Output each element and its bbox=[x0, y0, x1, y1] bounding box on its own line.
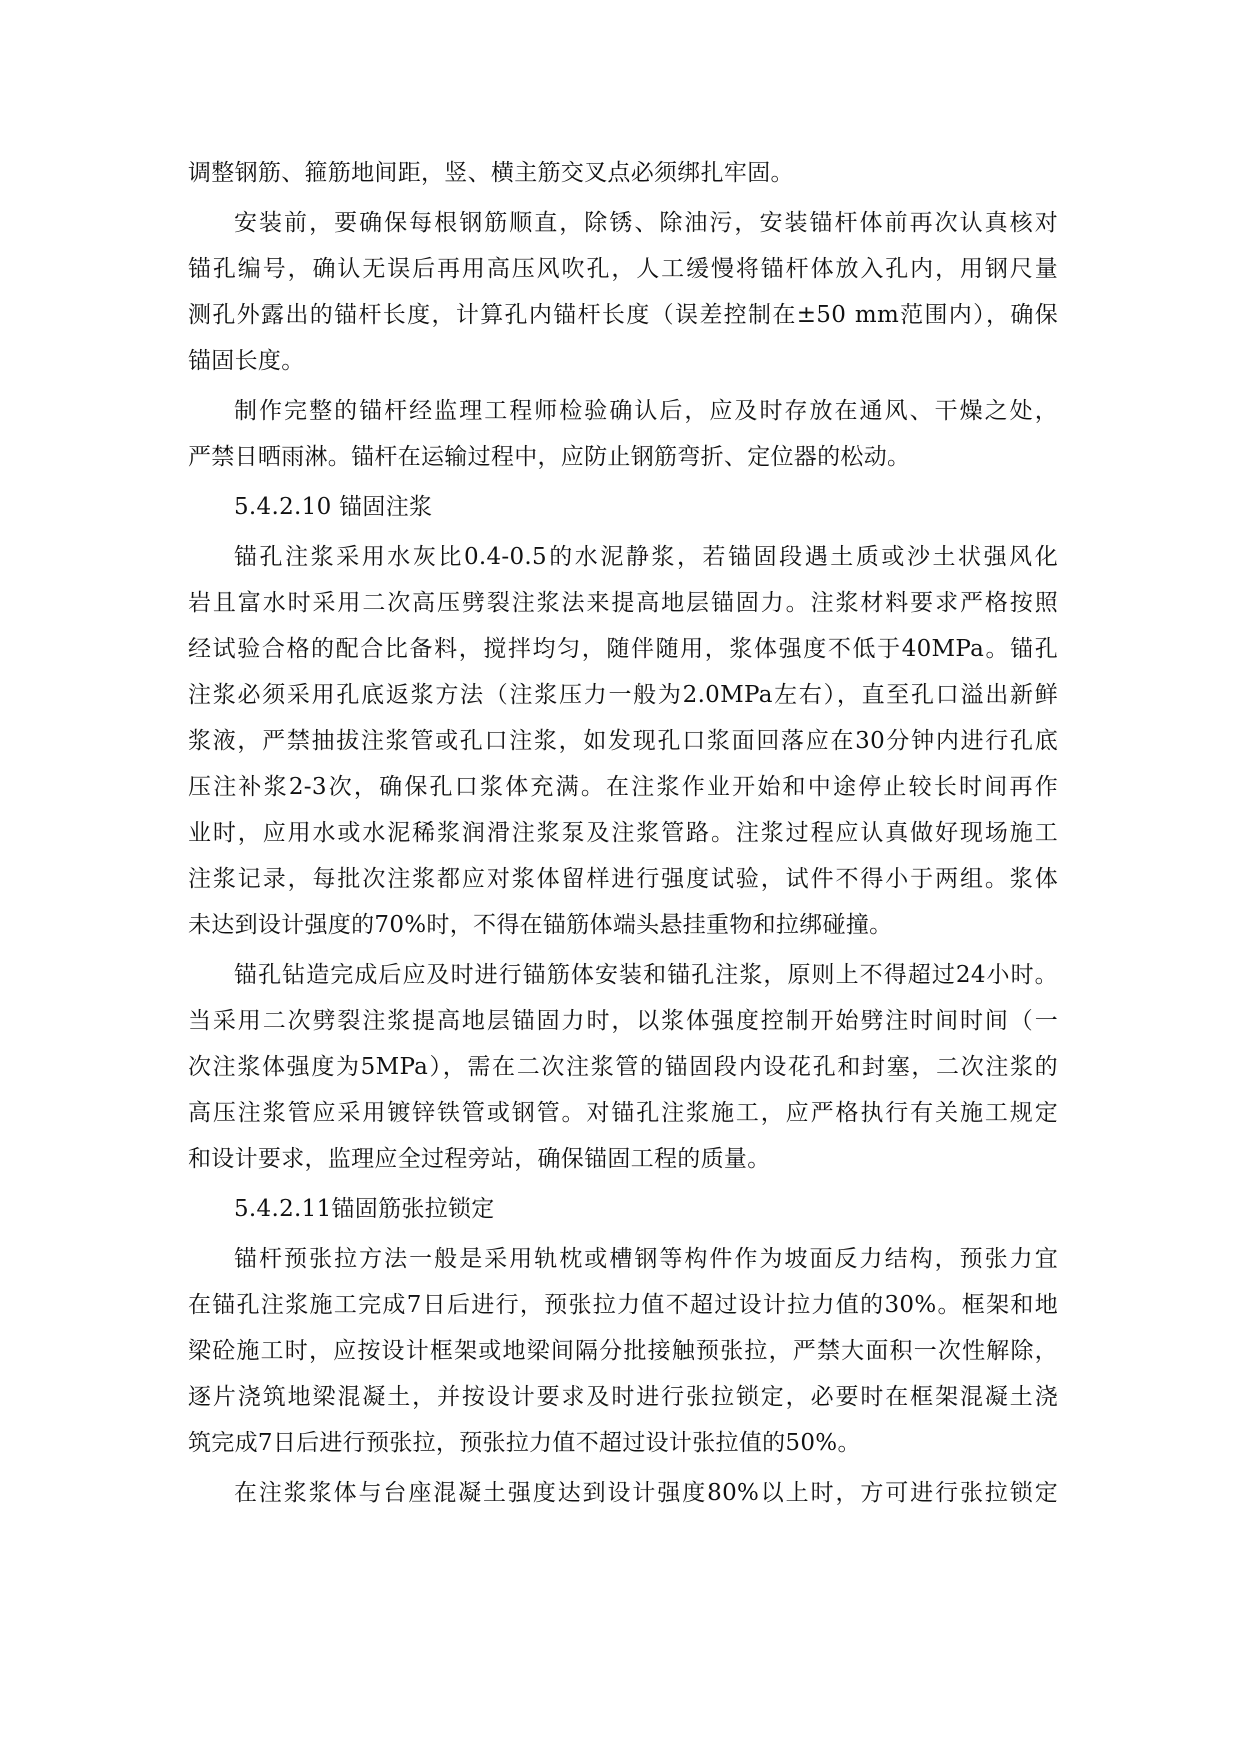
paragraph bbox=[188, 200, 1058, 384]
text-line: 严禁日晒雨淋。锚杆在运输过程中，应防止钢筋弯折、定位器的松动。 bbox=[188, 444, 911, 470]
text-line: 业时，应用水或水泥稀浆润滑注浆泵及注浆管路。注浆过程应认真做好现场施工 bbox=[188, 820, 1058, 846]
text-line: 在注浆浆体与台座混凝土强度达到设计强度80%以上时，方可进行张拉锁定 bbox=[234, 1480, 1058, 1506]
text-line: 锚固长度。 bbox=[188, 348, 305, 374]
text-line: 锚孔编号，确认无误后再用高压风吹孔，人工缓慢将锚杆体放入孔内，用钢尺量 bbox=[188, 256, 1058, 282]
text-line: 注浆必须采用孔底返浆方法（注浆压力一般为2.0MPa左右），直至孔口溢出新鲜 bbox=[188, 682, 1058, 708]
text-line: 测孔外露出的锚杆长度，计算孔内锚杆长度（误差控制在±50 mm范围内），确保 bbox=[188, 302, 1058, 328]
paragraph bbox=[188, 1236, 1058, 1466]
text-line: 浆液，严禁抽拔注浆管或孔口注浆，如发现孔口浆面回落应在30分钟内进行孔底 bbox=[188, 728, 1058, 754]
text-line: 经试验合格的配合比备料，搅拌均匀，随伴随用，浆体强度不低于40MPa。锚孔 bbox=[188, 636, 1058, 662]
text-line: 逐片浇筑地梁混凝土，并按设计要求及时进行张拉锁定，必要时在框架混凝土浇 bbox=[188, 1384, 1058, 1410]
text-line: 当采用二次劈裂注浆提高地层锚固力时，以浆体强度控制开始劈注时间时间（一 bbox=[188, 1008, 1058, 1034]
text-line: 梁砼施工时，应按设计框架或地梁间隔分批接触预张拉，严禁大面积一次性解除， bbox=[188, 1338, 1058, 1364]
text-line: 压注补浆2-3次，确保孔口浆体充满。在注浆作业开始和中途停止较长时间再作 bbox=[188, 774, 1058, 800]
text-line: 调整钢筋、箍筋地间距，竖、横主筋交叉点必须绑扎牢固。 bbox=[188, 160, 794, 186]
text-line: 次注浆体强度为5MPa），需在二次注浆管的锚固段内设花孔和封塞，二次注浆的 bbox=[188, 1054, 1058, 1080]
text-line: 高压注浆管应采用镀锌铁管或钢管。对锚孔注浆施工，应严格执行有关施工规定 bbox=[188, 1100, 1058, 1126]
text-line: 锚孔钻造完成后应及时进行锚筋体安装和锚孔注浆，原则上不得超过24小时。 bbox=[234, 962, 1058, 988]
text-line: 安装前，要确保每根钢筋顺直，除锈、除油污，安装锚杆体前再次认真核对 bbox=[234, 210, 1058, 236]
paragraph bbox=[188, 534, 1058, 948]
section-heading-text: 5.4.2.11锚固筋张拉锁定 bbox=[234, 1196, 495, 1222]
section-heading bbox=[188, 1186, 1058, 1232]
paragraph bbox=[188, 150, 1058, 196]
text-line: 筑完成7日后进行预张拉，预张拉力值不超过设计张拉值的50%。 bbox=[188, 1430, 861, 1456]
text-line: 锚杆预张拉方法一般是采用轨枕或槽钢等构件作为坡面反力结构，预张力宜 bbox=[234, 1246, 1058, 1272]
paragraph bbox=[188, 1470, 1058, 1516]
text-line: 在锚孔注浆施工完成7日后进行，预张拉力值不超过设计拉力值的30%。框架和地 bbox=[188, 1292, 1058, 1318]
text-line: 锚孔注浆采用水灰比0.4-0.5的水泥静浆，若锚固段遇土质或沙土状强风化 bbox=[234, 544, 1058, 570]
section-heading-text: 5.4.2.10 锚固注浆 bbox=[234, 494, 433, 520]
text-line: 注浆记录，每批次注浆都应对浆体留样进行强度试验，试件不得小于两组。浆体 bbox=[188, 866, 1058, 892]
text-line: 岩且富水时采用二次高压劈裂注浆法来提高地层锚固力。注浆材料要求严格按照 bbox=[188, 590, 1058, 616]
document-page bbox=[188, 150, 1058, 1520]
paragraph bbox=[188, 388, 1058, 480]
text-line: 制作完整的锚杆经监理工程师检验确认后，应及时存放在通风、干燥之处， bbox=[234, 398, 1058, 424]
text-line: 和设计要求，监理应全过程旁站，确保锚固工程的质量。 bbox=[188, 1146, 771, 1172]
text-line: 未达到设计强度的70%时，不得在锚筋体端头悬挂重物和拉绑碰撞。 bbox=[188, 912, 893, 938]
paragraph bbox=[188, 952, 1058, 1182]
section-heading bbox=[188, 484, 1058, 530]
